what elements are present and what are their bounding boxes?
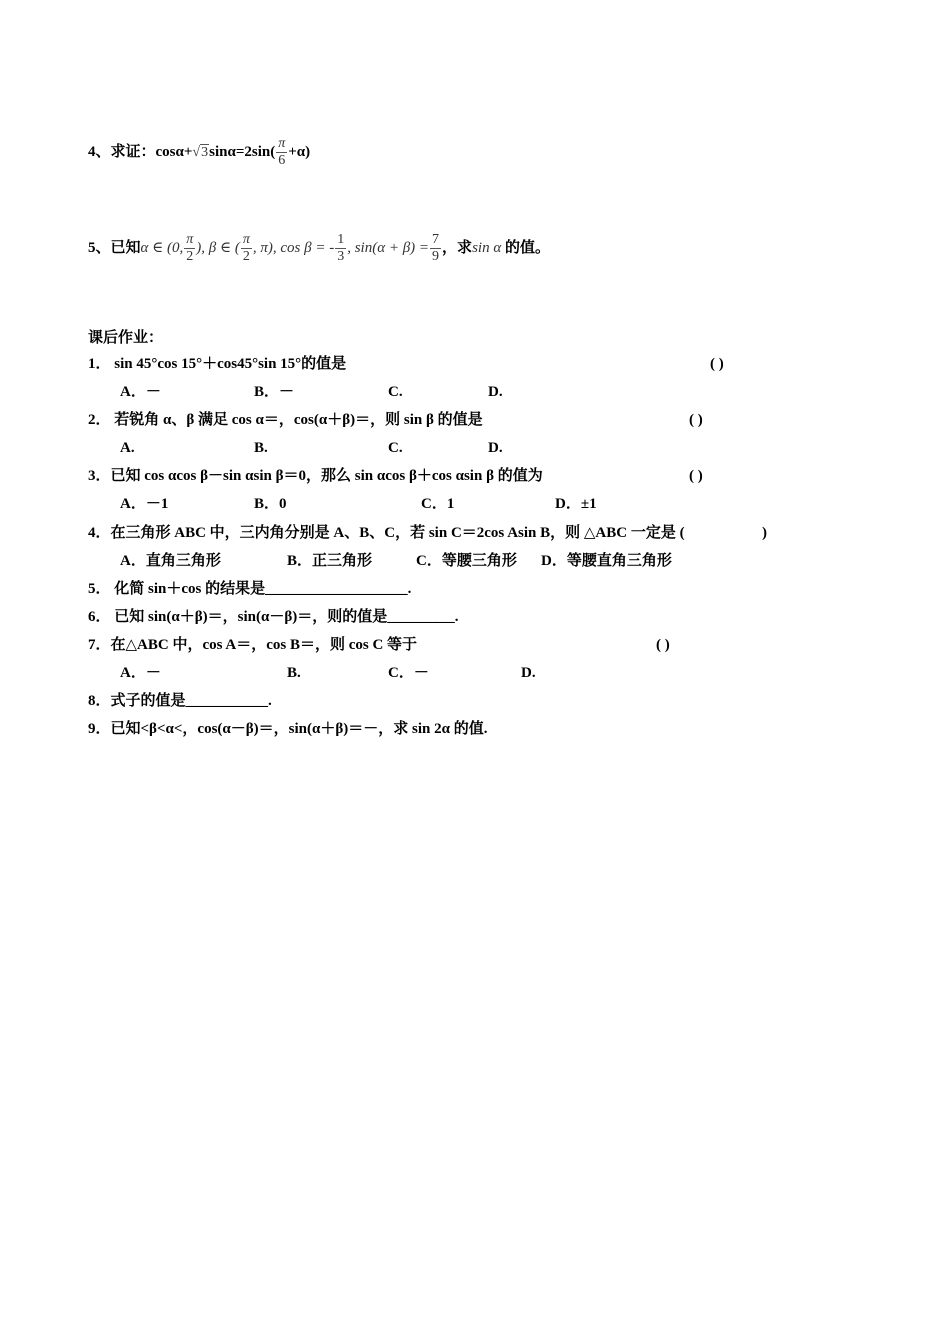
option-4b: B．正三角形 xyxy=(287,553,373,569)
problem-1: 1． sin 45°cos 15°＋cos45°sin 15°的值是 xyxy=(88,356,347,372)
q5-math-5: sin α xyxy=(472,239,502,256)
problem-2: 2． 若锐角 α、β 满足 cos α＝，cos(α＋β)＝，则 sin β 的值是 xyxy=(88,412,483,428)
sqrt-argument: 3 xyxy=(201,144,209,160)
q5-math-3: , π), cos β = - xyxy=(252,239,335,256)
option-4c: C．等腰三角形 xyxy=(416,553,517,569)
option-7c: C．－ xyxy=(388,665,429,681)
option-2b: B. xyxy=(254,440,268,456)
option-7a: A．－ xyxy=(120,665,161,681)
option-1a: A．－ xyxy=(120,384,161,400)
option-3c: C．1 xyxy=(421,496,455,512)
answer-paren-4: ) xyxy=(762,525,767,541)
question-4 xyxy=(88,136,310,169)
option-3d: D．±1 xyxy=(555,496,597,512)
option-2d: D. xyxy=(488,440,503,456)
option-7d: D. xyxy=(521,665,536,681)
q5-prefix: 5、已知 xyxy=(88,239,141,256)
q4-suffix: +α) xyxy=(288,143,311,160)
problem-5: 5． 化简 sin＋cos 的结果是___________________. xyxy=(88,581,412,597)
answer-paren-2: ( ) xyxy=(689,412,703,428)
option-1d: D. xyxy=(488,384,503,400)
option-2c: C. xyxy=(388,440,403,456)
question-5 xyxy=(88,232,550,265)
answer-paren-7: ( ) xyxy=(656,637,670,653)
q5-f1-num: π xyxy=(186,232,194,247)
q5-f1-den: 2 xyxy=(186,249,194,264)
q5-fraction-2 xyxy=(241,232,252,265)
q5-fraction-3 xyxy=(335,232,346,265)
q5-math-4: , sin(α + β) = xyxy=(347,239,430,256)
problem-9: 9．已知<β<α<，cos(α－β)＝，sin(α＋β)＝－，求 sin 2α 的值. xyxy=(88,721,488,737)
q4-frac-den: 6 xyxy=(278,153,286,168)
homework-title: 课后作业： xyxy=(88,330,164,346)
sqrt-symbol: √3 xyxy=(192,144,209,160)
option-1c: C. xyxy=(388,384,403,400)
q4-fraction xyxy=(276,136,287,169)
q5-f3-num: 1 xyxy=(337,232,345,247)
answer-paren-3: ( ) xyxy=(689,468,703,484)
q5-f2-num: π xyxy=(242,232,250,247)
option-3a: A．－1 xyxy=(120,496,169,512)
q5-f2-den: 2 xyxy=(242,249,250,264)
q4-mid: sinα=2sin( xyxy=(209,143,276,160)
q5-math-1: α ∈ (0, xyxy=(140,239,184,256)
option-1b: B．－ xyxy=(254,384,295,400)
q5-fraction-1 xyxy=(184,232,195,265)
q4-frac-num: π xyxy=(278,136,286,151)
option-4a: A．直角三角形 xyxy=(120,553,221,569)
option-7b: B. xyxy=(287,665,301,681)
q5-math-2: ), β ∈ ( xyxy=(196,239,240,256)
q5-suffix: 的值。 xyxy=(501,239,550,256)
option-2a: A. xyxy=(120,440,135,456)
problem-4: 4．在三角形 ABC 中，三内角分别是 A、B、C，若 sin C＝2cos Asin B，则 △ABC 一定是 ( xyxy=(88,525,685,541)
option-4d: D．等腰直角三角形 xyxy=(541,553,672,569)
problem-6: 6． 已知 sin(α＋β)＝，sin(α－β)＝，则的值是_________. xyxy=(88,609,459,625)
problem-8: 8．式子的值是___________. xyxy=(88,693,272,709)
problem-3: 3．已知 cos αcos β－sin αsin β＝0，那么 sin αcos β＋cos αsin β 的值为 xyxy=(88,468,543,484)
option-3b: B．0 xyxy=(254,496,287,512)
q5-f4-den: 9 xyxy=(432,249,440,264)
problem-7: 7．在△ABC 中，cos A＝，cos B＝，则 cos C 等于 xyxy=(88,637,418,653)
q4-prefix: 4、求证：cosα+ xyxy=(88,143,193,160)
q5-f3-den: 3 xyxy=(337,249,345,264)
q5-mid: ，求 xyxy=(442,239,473,256)
answer-paren-1: ( ) xyxy=(710,356,724,372)
q5-fraction-4 xyxy=(430,232,441,265)
q5-f4-num: 7 xyxy=(432,232,440,247)
